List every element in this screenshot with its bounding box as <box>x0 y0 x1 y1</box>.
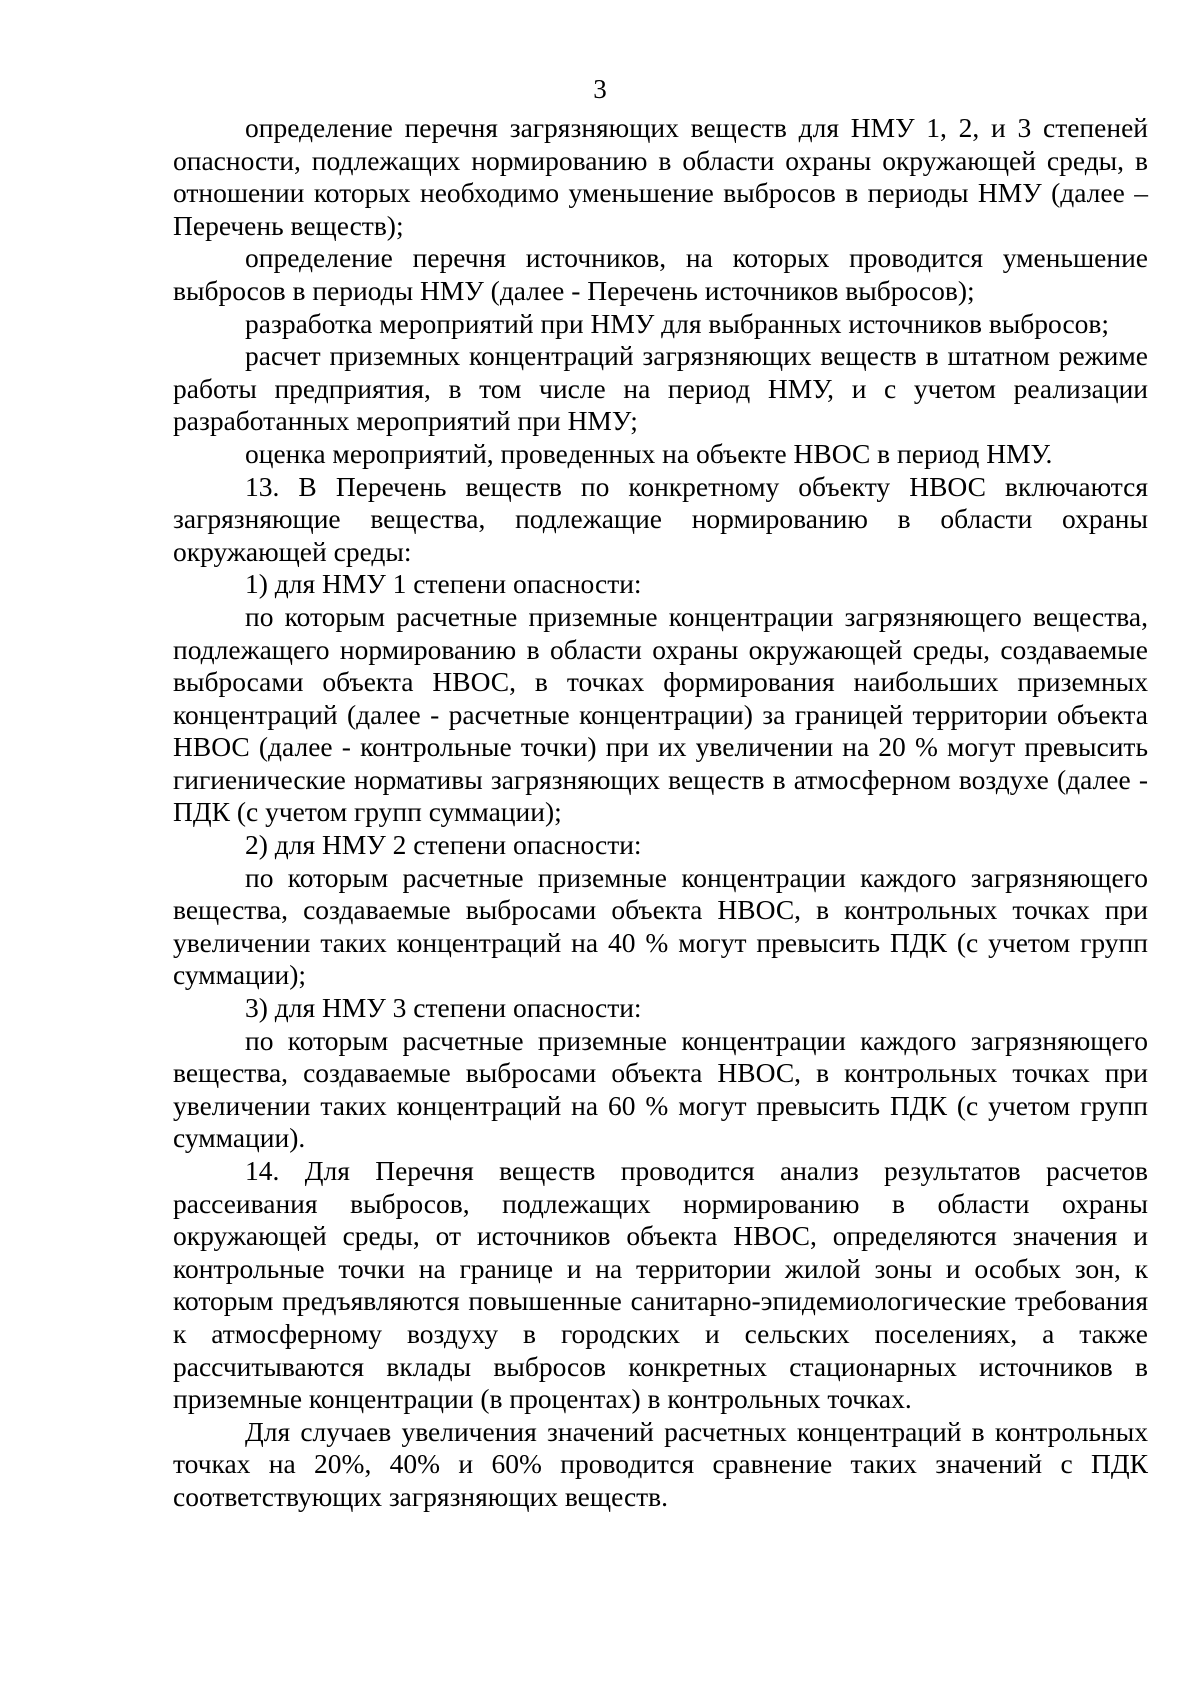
page-number: 3 <box>593 74 607 104</box>
document-body <box>173 112 1148 1514</box>
paragraph-subclause-2-text: по которым расчетные приземные концентрации каждого загрязняющего вещества, создаваемые выбросами объекта НВОС, в контрольных точках при увеличении таких концентраций на 40 % могут превысить ПДК (с учетом групп суммации); <box>173 861 1148 991</box>
paragraph-list-item-measures: разработка мероприятий при НМУ для выбранных источников выбросов; <box>245 307 1110 339</box>
paragraph-subclause-3-text: по которым расчетные приземные концентрации каждого загрязняющего вещества, создаваемые выбросами объекта НВОС, в контрольных точках при увеличении таких концентраций на 60 % могут превысить ПДК (с учетом групп суммации). <box>173 1024 1148 1154</box>
paragraph-clause-14: 14. Для Перечня веществ проводится анализ результатов расчетов рассеивания выбросов, подлежащих нормированию в области охраны окружающей среды, от источников объекта НВОС, определяются значения и контрольные точки на границе и на территории жилой зоны и особых зон, к которым предъявляются повышенные санитарно-эпидемиологические требования к атмосферному воздуху в городских и сельских поселениях, а также рассчитываются вклады выбросов конкретных стационарных источников в приземные концентрации (в процентах) в контрольных точках. <box>173 1155 1148 1415</box>
paragraph-subclause-1-text: по которым расчетные приземные концентрации загрязняющего вещества, подлежащего нормированию в области охраны окружающей среды, создаваемые выбросами объекта НВОС, в точках формирования наибольших приземных концентраций (далее - расчетные концентрации) за границей территории объекта НВОС (далее - контрольные точки) при их увеличении на 20 % могут превысить гигиенические нормативы загрязняющих веществ в атмосферном воздухе (далее - ПДК (с учетом групп суммации); <box>173 600 1148 828</box>
paragraph-list-item-evaluation: оценка мероприятий, проведенных на объекте НВОС в период НМУ. <box>245 437 1053 469</box>
paragraph-clause-13: 13. В Перечень веществ по конкретному объекту НВОС включаются загрязняющие вещества, подлежащие нормированию в области охраны окружающей среды: <box>173 470 1148 567</box>
paragraph-list-item-substances: определение перечня загрязняющих веществ для НМУ 1, 2, и 3 степеней опасности, подлежащих нормированию в области охраны окружающей среды, в отношении которых необходимо уменьшение выбросов в периоды НМУ (далее – Перечень веществ); <box>173 112 1148 241</box>
paragraph-list-item-calculation: расчет приземных концентраций загрязняющих веществ в штатном режиме работы предприятия, в том числе на период НМУ, и с учетом реализации разработанных мероприятий при НМУ; <box>173 340 1148 437</box>
paragraph-subclause-3: 3) для НМУ 3 степени опасности: <box>245 992 642 1024</box>
paragraph-clause-14-comparison: Для случаев увеличения значений расчетных концентраций в контрольных точках на 20%, 40% и 60% проводится сравнение таких значений с ПДК соответствующих загрязняющих веществ. <box>173 1415 1148 1512</box>
paragraph-list-item-sources: определение перечня источников, на которых проводится уменьшение выбросов в периоды НМУ (далее - Перечень источников выбросов); <box>173 242 1148 306</box>
paragraph-subclause-2: 2) для НМУ 2 степени опасности: <box>245 829 642 861</box>
paragraph-subclause-1: 1) для НМУ 1 степени опасности: <box>245 568 642 600</box>
